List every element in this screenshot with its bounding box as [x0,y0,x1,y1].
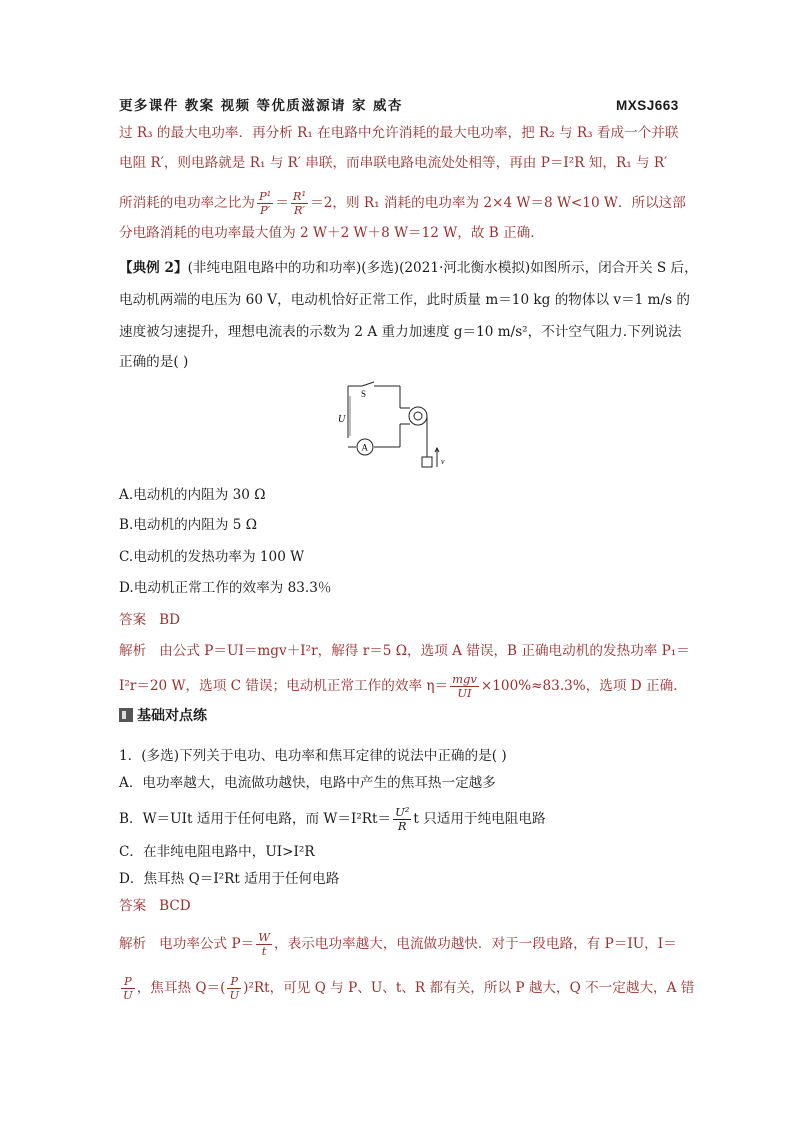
answer-value: BCD [159,898,191,914]
header-text: 更多课件 教案 视频 等优质滋源请 家 威杏 [119,98,403,114]
motor-symbol [409,407,427,425]
analysis-ex2-line-2 [119,673,678,700]
circuit-diagram [338,380,458,472]
answer-q1 [119,896,191,916]
analysis-ex2-line-1-text: 由公式 P＝UI＝mgv＋I²r，解得 r＝5 Ω，选项 A 错误，B 正确电动机的发热功率 P₁＝ [159,643,690,659]
velocity-label: v [441,457,445,466]
example2-line-4: 正确的是( ) [119,354,189,370]
analysis-cont-line-3-pre: 所消耗的电功率之比为 [119,195,255,211]
voltage-label: U [338,414,346,425]
answer-label: 答案 [119,612,147,628]
fraction-denominator: P′ [259,203,271,217]
ammeter-label: A [361,442,368,453]
example2-tag: 【典例 2】 [119,260,188,276]
resistance-ratio-fraction [291,190,308,217]
example2-line-1-text: (非纯电阻电路中的功和功率)(多选)(2021·河北衡水模拟)如图所示，闭合开关 S 后， [187,260,698,276]
header-code: MXSJ663 [616,98,679,113]
efficiency-fraction [450,673,479,700]
answer-ex2 [119,610,180,630]
analysis-ex2-line-1 [119,641,690,661]
fraction-numerator: P¹ [258,189,272,203]
switch-blade [362,382,374,386]
fraction-denominator: R′ [293,203,306,217]
page-header [119,96,679,116]
fraction-denominator: t [261,944,267,958]
fraction-numerator: U² [395,805,410,819]
fraction-denominator: R [397,819,407,833]
q1-option-d: D．焦耳热 Q＝I²Rt 适用于任何电路 [119,871,340,887]
switch-label: S [361,389,367,399]
analysis-q1-line-2-mid: ，焦耳热 Q＝( [136,980,226,996]
option-c: C.电动机的发热功率为 100 W [119,549,305,565]
analysis-q1-line-2-post: )²Rt，可见 Q 与 P、U、t、R 都有关，所以 P 越大，Q 不一定越大，A 错 [243,980,695,996]
load-block [422,457,432,467]
fraction-denominator: U [123,988,133,1002]
analysis-label: 解析 [119,643,147,659]
q1-stem: 1．(多选)下列关于电功、电功率和焦耳定律的说法中正确的是( ) [119,748,507,764]
example2-line-3: 速度被匀速提升，理想电流表的示数为 2 A 重力加速度 g＝10 m/s²，不计空气阻力.下列说法 [119,324,682,340]
q1-option-c: C．在非纯电阻电路中，UI>I²R [119,844,315,860]
section-title: 基础对点练 [137,708,207,724]
answer-label: 答案 [119,898,147,914]
power-ratio-fraction [257,190,273,217]
fraction-numerator: P [227,975,241,989]
fraction-numerator: W [258,930,271,944]
analysis-cont-line-3-post: ＝2，则 R₁ 消耗的电功率为 2×4 W＝8 W<10 W．所以这部 [310,195,686,211]
q1-option-b-fraction [393,806,411,833]
option-d: D.电动机正常工作的效率为 83.3％ [119,580,332,596]
fraction-denominator: UI [457,686,472,700]
option-b: B.电动机的内阻为 5 Ω [119,517,258,533]
fraction-denominator: U [229,988,240,1002]
current-formula-fraction [121,975,135,1002]
analysis-cont-line-3 [119,190,686,217]
power-formula-fraction [256,931,272,958]
analysis-cont-line-1: 过 R₃ 的最大电功率．再分析 R₁ 在电路中允许消耗的最大电功率，把 R₂ 与 R₃ 看成一个并联 [119,125,679,141]
heat-formula-fraction [227,975,241,1002]
equals-sign: ＝ [275,195,289,211]
section-heading [119,705,207,725]
fraction-numerator: mgv [452,672,477,686]
section-marker-icon [119,708,133,722]
example2-line-1 [119,258,698,278]
analysis-ex2-line-2-post: ×100%≈83.3%，选项 D 正确. [480,678,678,694]
q1-option-b-pre: B．W＝UIt 适用于任何电路，而 W＝I²Rt＝ [119,811,392,827]
example2-line-2: 电动机两端的电压为 60 V，电动机恰好正常工作，此时质量 m＝10 kg 的物体以 v＝1 m/s 的 [119,292,690,308]
answer-value: BD [159,612,181,628]
analysis-cont-line-4: 分电路消耗的电功率最大值为 2 W＋2 W＋8 W＝12 W，故 B 正确． [119,225,544,241]
fraction-numerator: R¹ [292,189,307,203]
analysis-label: 解析 [119,936,147,952]
analysis-ex2-line-2-pre: I²r＝20 W，选项 C 错误；电动机正常工作的效率 η＝ [119,678,449,694]
q1-option-a: A．电功率越大，电流做功越快，电路中产生的焦耳热一定越多 [119,775,496,791]
q1-option-b [119,806,546,833]
analysis-q1-line-1-post: ，表示电功率越大，电流做功越快．对于一段电路，有 P＝IU，I＝ [274,936,677,952]
analysis-q1-line-1 [119,931,677,958]
q1-option-b-post: t 只适用于纯电阻电路 [413,811,546,827]
fraction-numerator: P [121,975,135,989]
analysis-q1-line-2 [119,975,694,1002]
analysis-q1-line-1-pre: 电功率公式 P＝ [159,936,255,952]
option-a: A.电动机的内阻为 30 Ω [119,487,266,503]
motor-shaft [414,412,422,420]
analysis-cont-line-2: 电阻 R′，则电路就是 R₁ 与 R′ 串联，而串联电路电流处处相等，再由 P＝I²R 知，R₁ 与 R′ [119,155,668,171]
